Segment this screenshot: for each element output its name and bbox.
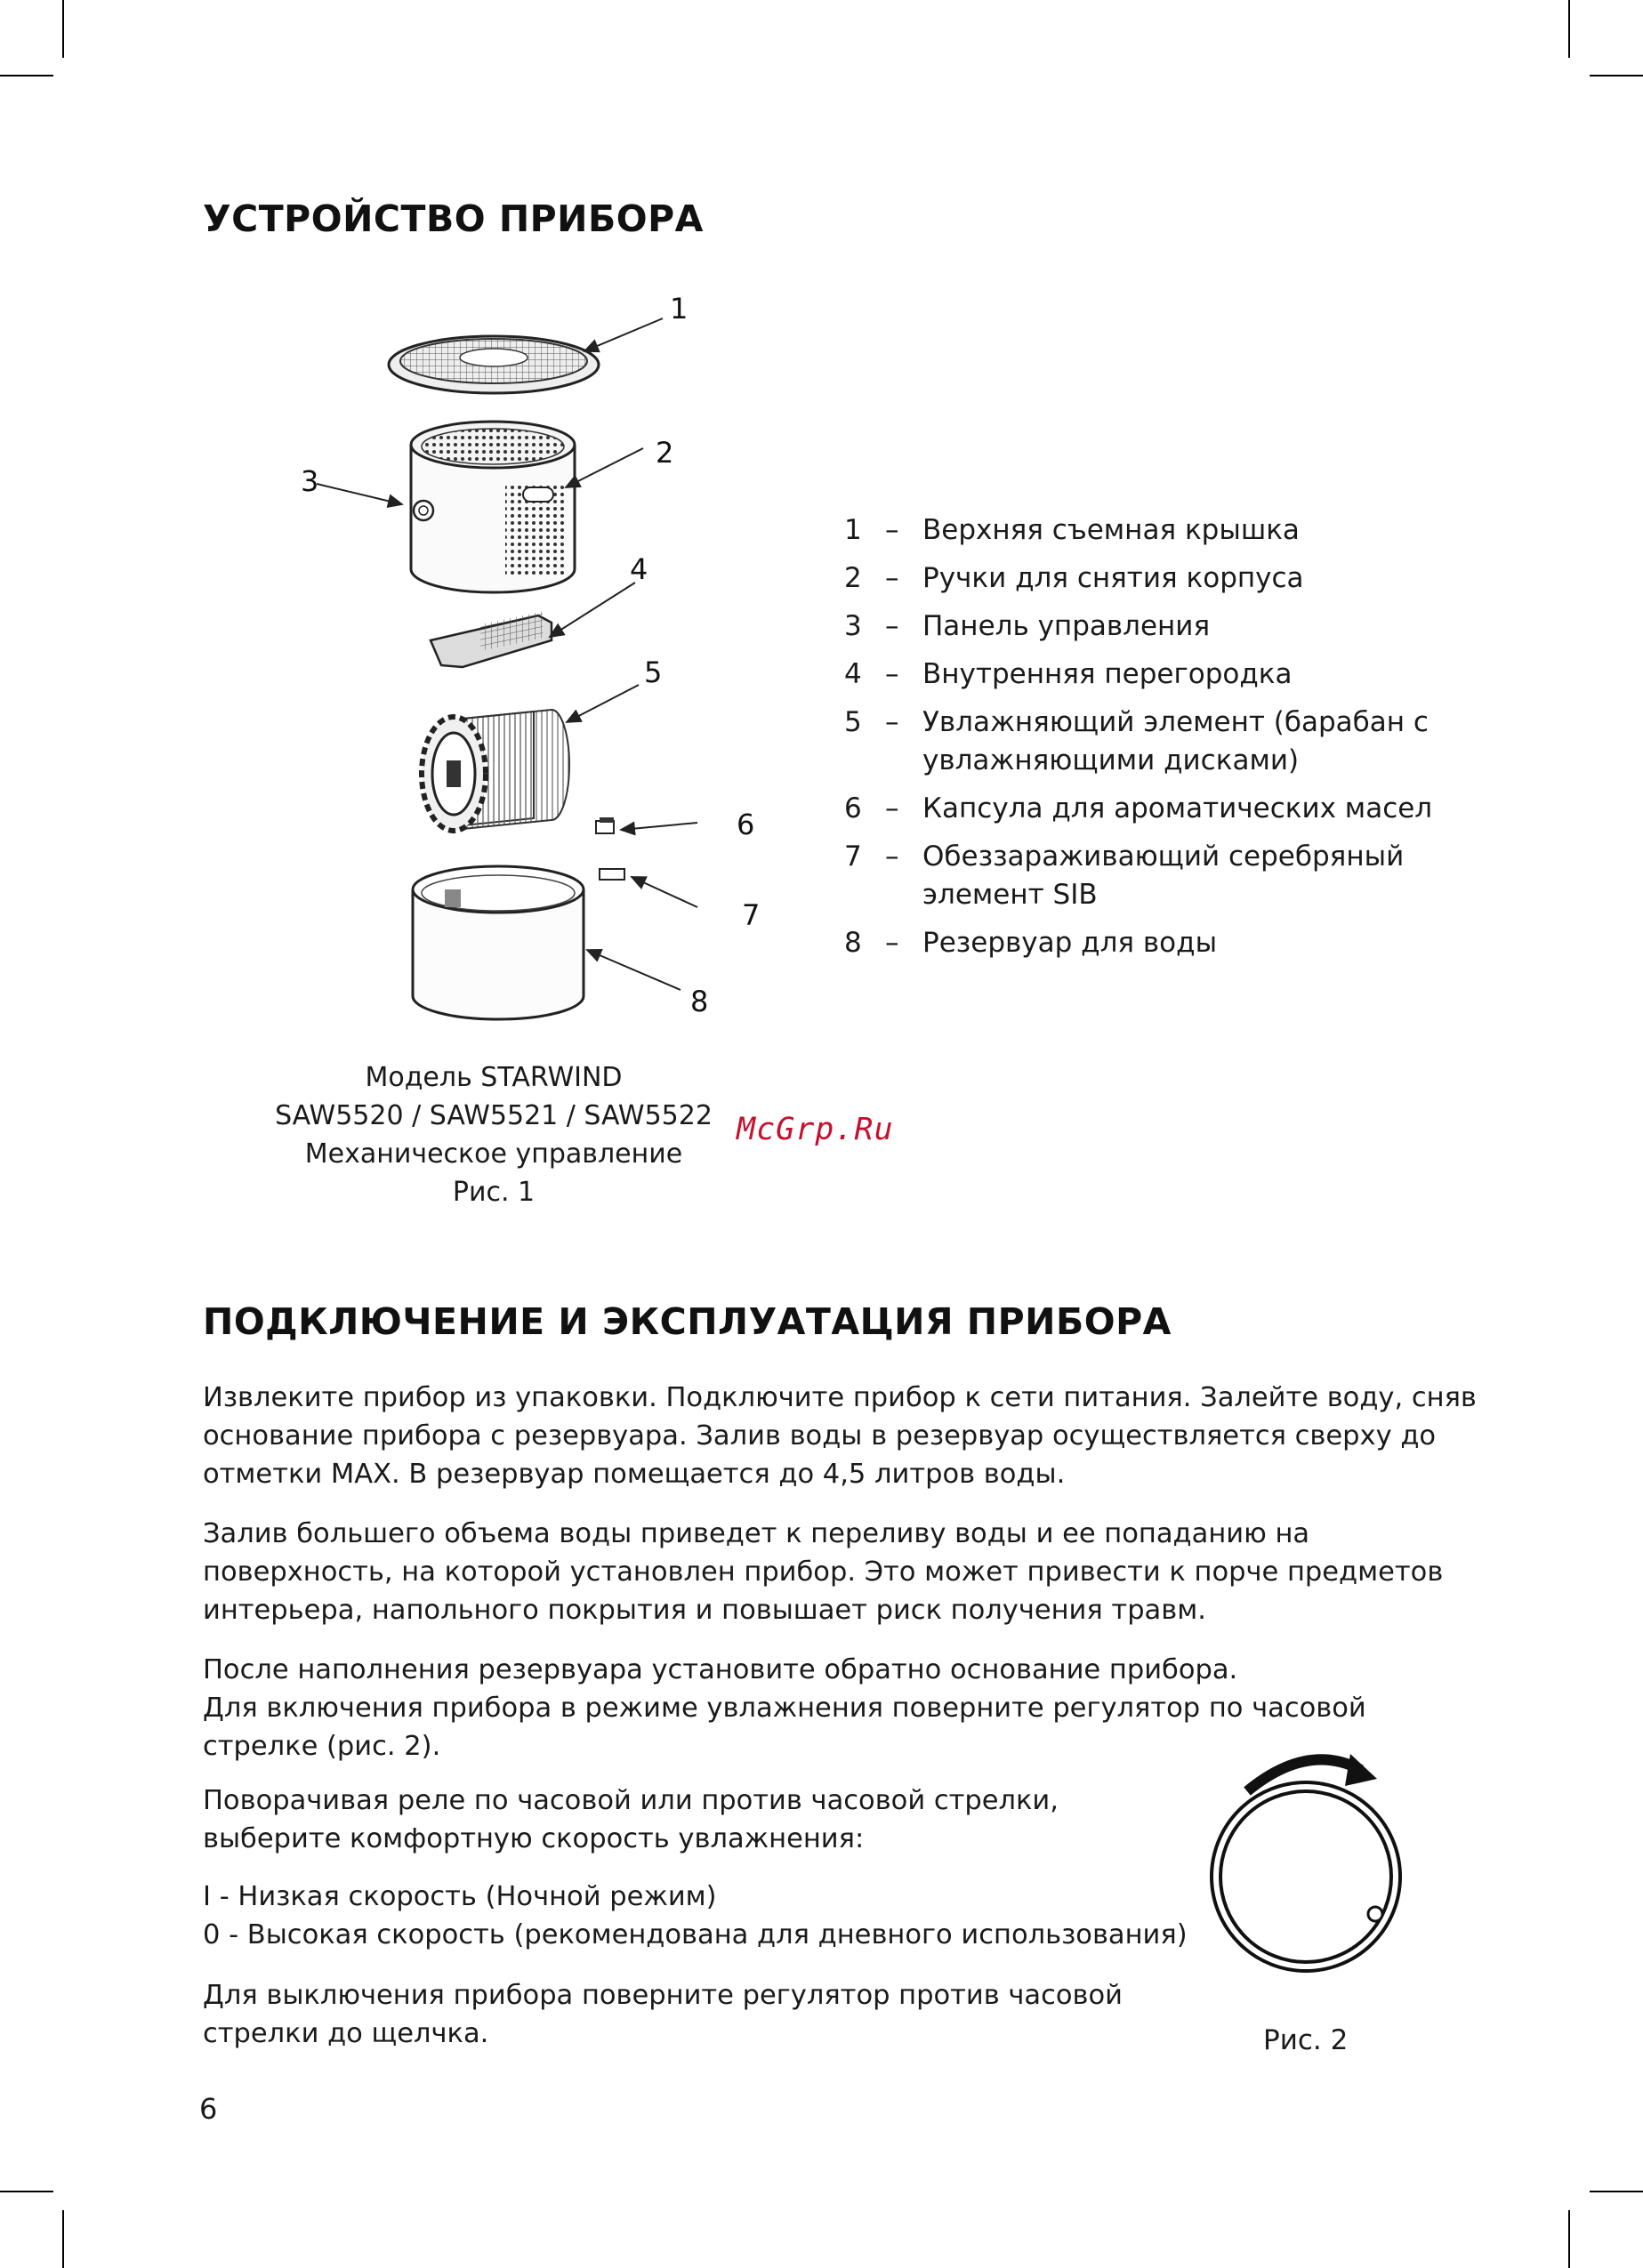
inner-partition-part [431,611,552,667]
aroma-capsule-part [596,817,614,833]
control-knob-figure [1192,1734,1423,1974]
callout-6: 6 [737,808,755,841]
crop-mark [62,0,64,58]
page-number: 6 [199,2092,218,2126]
caption-model-numbers: SAW5520 / SAW5521 / SAW5522 [275,1100,713,1131]
caption-control-type: Механическое управление [304,1138,683,1170]
paragraph-switch-on: После наполнения резервуара установите обратно основание прибора. Для включения прибора в режиме увлажнения поверните регулятор по часовой стрелке (рис. 2). [203,1654,1366,1762]
list-item: 4 – Внутренняя перегородка [844,658,1293,690]
paragraph-unpack: Извлеките прибор из упаковки. Подключите прибор к сети питания. Залейте воду, сняв основание прибора с резервуара. Залив воды в резервуар осуществляется сверху до отметки MAX. В резервуар помещается до 4,5 литров воды. [203,1382,1477,1490]
callout-2: 2 [656,436,674,470]
crop-mark [1568,2210,1570,2268]
callout-4: 4 [630,552,648,586]
crop-mark [1590,2191,1643,2192]
list-item: 8 – Резервуар для воды [844,927,1218,959]
caption-model: Модель STARWIND [365,1062,623,1093]
list-item: 2 – Ручки для снятия корпуса [844,562,1304,594]
crop-mark [0,75,53,76]
figure1-caption [249,1058,738,1211]
crop-mark [1590,75,1643,76]
section-title-operation: ПОДКЛЮЧЕНИЕ И ЭКСПЛУАТАЦИЯ ПРИБОРА [203,1300,1172,1343]
paragraph-switch-off: Для выключения прибора поверните регулятор против часовой стрелки до щелчка. [203,1980,1123,2049]
watermark: McGrp.Ru [737,1112,894,1147]
exploded-diagram [267,285,801,1032]
callout-3: 3 [301,464,319,498]
section-title-device: УСТРОЙСТВО ПРИБОРА [203,197,704,240]
callout-8: 8 [690,985,709,1018]
top-lid-part [389,336,599,393]
callout-1: 1 [670,292,689,326]
water-tank-part [413,866,584,1019]
caption-figure-label: Рис. 1 [452,1177,536,1208]
paragraph-speed-select: Поворачивая реле по часовой или против часовой стрелки, выберите комфортную скорость увлажнения: [203,1785,1059,1854]
paragraph-speed-modes: I - Низкая скорость (Ночной режим) 0 - Высокая скорость (рекомендована для дневного использования) [203,1881,1188,1950]
housing-part [411,422,575,592]
humidifying-drum-part [422,710,569,831]
list-item: 1 – Верхняя съемная крышка [844,514,1300,546]
crop-mark [62,2210,64,2268]
callout-7: 7 [742,898,761,932]
crop-mark [0,2191,53,2192]
list-item: 6 – Капсула для ароматических масел [844,792,1433,824]
crop-mark [1568,0,1570,58]
list-item: 3 – Панель управления [844,610,1211,642]
paragraph-overflow-warning: Залив большего объема воды приведет к переливу воды и ее попаданию на поверхность, на которой установлен прибор. Это может привести к порче предметов интерьера, напольного покрытия и повышает риск получения травм. [203,1518,1444,1626]
callout-5: 5 [644,655,663,689]
parts-list [841,511,1534,972]
list-item: 5 – Увлажняющий элемент (барабан с увлажняющими дисками) [844,706,1429,776]
silver-element-part [600,869,624,880]
list-item: 7 – Обеззараживающий серебряный элемент SIB [844,840,1405,911]
figure2-caption: Рис. 2 [1263,2024,1349,2056]
